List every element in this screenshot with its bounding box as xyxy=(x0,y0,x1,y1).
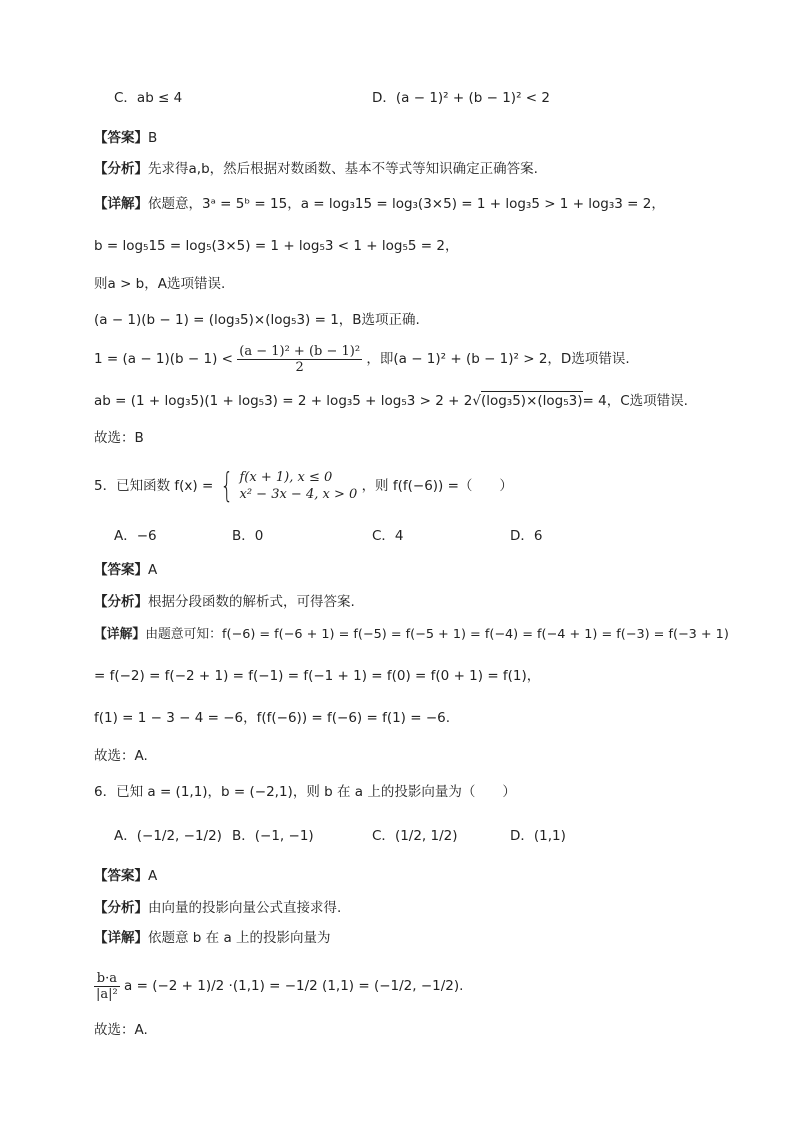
stem-text: ，则 f(f(−6)) =（ ） xyxy=(361,478,513,494)
answer-line xyxy=(94,560,157,580)
fraction-denominator: |a|² xyxy=(96,986,118,1002)
option-b: B．0 xyxy=(232,528,264,544)
detail-text: = 4，C选项错误. xyxy=(582,393,688,409)
detail-line: f(1) = 1 − 3 − 4 = −6，f(f(−6)) = f(−6) = f(1) = −6. xyxy=(94,710,451,726)
fraction-numerator: b·a xyxy=(94,971,120,987)
detail-text: 由题意可知：f(−6) = f(−6 + 1) = f(−5) = f(−5 + 1) = f(−4) = f(−4 + 1) = f(−3) = f(−3 + 1) xyxy=(145,627,729,642)
option-value: (1/2, 1/2) xyxy=(394,828,458,844)
analysis-text: 根据分段函数的解析式，可得答案. xyxy=(148,594,355,610)
analysis-text: 先求得a,b，然后根据对数函数、基本不等式等知识确定正确答案. xyxy=(148,161,538,177)
option-label: C． xyxy=(372,828,395,844)
question-6-stem: 6．已知 a = (1,1)，b = (−2,1)，则 b 在 a 上的投影向量为（ ） xyxy=(94,784,516,800)
stem-text: 5．已知函数 f(x) = xyxy=(94,478,214,494)
detail-line: (a − 1)(b − 1) = (log₃5)×(log₅3) = 1，B选项正确. xyxy=(94,312,420,328)
question-5-stem xyxy=(94,468,513,504)
detail-line xyxy=(94,391,688,411)
case-2: x² − 3x − 4, x > 0 xyxy=(239,487,358,502)
analysis-line xyxy=(94,159,538,179)
option-b: B．(−1, −1) xyxy=(232,828,314,844)
option-d: D．(a − 1)² + (b − 1)² < 2 xyxy=(372,90,550,106)
choose-line: 故选：B xyxy=(94,430,144,446)
detail-text: 依题意 b 在 a 上的投影向量为 xyxy=(148,930,331,946)
choose-line: 故选：A. xyxy=(94,748,148,764)
answer-value: A xyxy=(148,868,158,884)
detail-tag: 【详解】 xyxy=(94,930,148,946)
option-d: D．(1,1) xyxy=(510,828,566,844)
fraction-numerator: (a − 1)² + (b − 1)² xyxy=(239,343,361,359)
option-value: (−1/2, −1/2) xyxy=(136,828,222,844)
analysis-tag: 【分析】 xyxy=(94,594,148,610)
detail-line xyxy=(94,964,463,1008)
detail-text: a = (−2 + 1)/2 ·(1,1) = −1/2 (1,1) = (−1/2, −1/2). xyxy=(124,978,464,994)
option-d: D．6 xyxy=(510,528,543,544)
analysis-line xyxy=(94,592,355,612)
analysis-tag: 【分析】 xyxy=(94,900,148,916)
detail-text: 依题意，3ᵃ = 5ᵇ = 15，a = log₃15 = log₃(3×5) = 1 + log₃5 > 1 + log₃3 = 2， xyxy=(148,196,665,212)
option-c: C．ab ≤ 4 xyxy=(114,90,183,106)
analysis-text: 由向量的投影向量公式直接求得. xyxy=(148,900,342,916)
detail-tag: 【详解】 xyxy=(94,627,146,642)
option-a xyxy=(114,826,222,846)
detail-text: ，即(a − 1)² + (b − 1)² > 2，D选项错误. xyxy=(366,351,630,367)
fraction-denominator: 2 xyxy=(295,359,304,375)
detail-text: 1 = (a − 1)(b − 1) < xyxy=(94,351,233,367)
sqrt-symbol: √ xyxy=(472,393,481,409)
fraction xyxy=(94,971,120,1002)
detail-tag: 【详解】 xyxy=(94,196,148,212)
answer-value: A xyxy=(148,562,158,578)
detail-line: b = log₅15 = log₅(3×5) = 1 + log₅3 < 1 + log₅5 = 2， xyxy=(94,238,459,254)
answer-line xyxy=(94,128,157,148)
option-c: C．4 xyxy=(372,528,404,544)
detail-text: ab = (1 + log₃5)(1 + log₅3) = 2 + log₃5 + log₅3 > 2 + 2 xyxy=(94,393,473,409)
detail-line: = f(−2) = f(−2 + 1) = f(−1) = f(−1 + 1) = f(0) = f(0 + 1) = f(1)， xyxy=(94,668,541,684)
analysis-tag: 【分析】 xyxy=(94,161,148,177)
detail-line xyxy=(94,625,729,645)
detail-line: 则a > b，A选项错误. xyxy=(94,276,226,292)
case-1: f(x + 1), x ≤ 0 xyxy=(239,470,333,485)
analysis-line xyxy=(94,898,341,918)
fraction xyxy=(237,344,362,375)
answer-tag: 【答案】 xyxy=(94,130,148,146)
detail-line xyxy=(94,928,331,948)
option-a: A．−6 xyxy=(114,528,157,544)
option-label: A． xyxy=(114,828,137,844)
option-c xyxy=(372,826,458,846)
brace-symbol: { xyxy=(219,466,233,506)
answer-value: B xyxy=(148,130,158,146)
detail-line xyxy=(94,342,630,376)
answer-tag: 【答案】 xyxy=(94,562,148,578)
detail-line xyxy=(94,194,665,214)
answer-line xyxy=(94,866,157,886)
answer-tag: 【答案】 xyxy=(94,868,148,884)
choose-line: 故选：A. xyxy=(94,1022,148,1038)
sqrt-radicand: (log₃5)×(log₅3) xyxy=(480,393,583,409)
piecewise-cases xyxy=(240,469,358,503)
